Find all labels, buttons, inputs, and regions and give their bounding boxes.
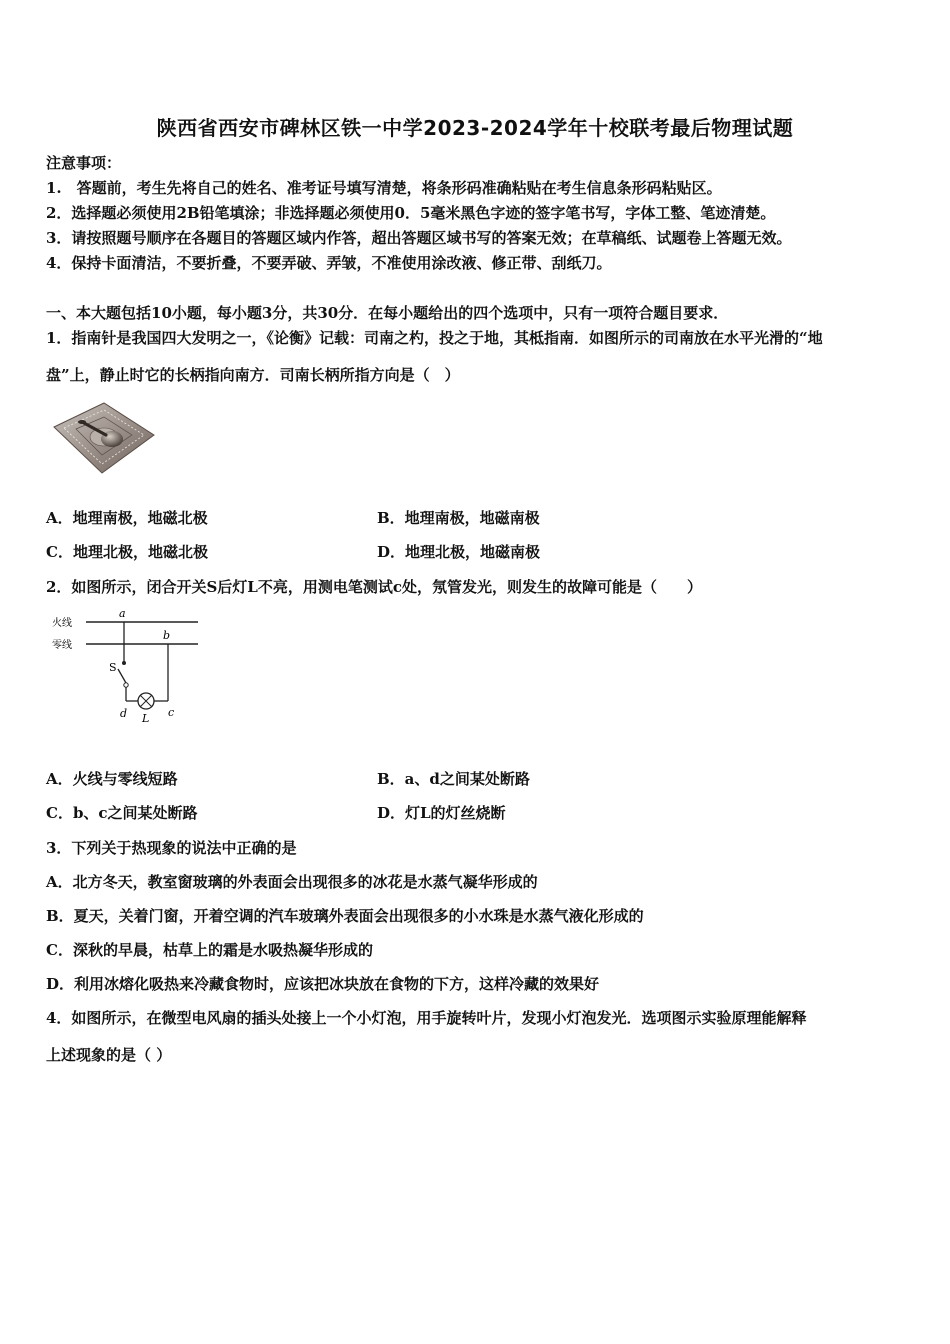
q2-stem: 2．如图所示，闭合开关S后灯L不亮，用测电笔测试c处，氖管发光，则发生的故障可能是（ ） — [46, 578, 702, 596]
lamp-l-label: L — [142, 712, 150, 725]
q1-option-b: B．地理南极，地磁南极 — [377, 509, 540, 527]
notice-item-2: 2．选择题必须使用2B铅笔填涂；非选择题必须使用0．5毫米黑色字迹的签字笔书写，字体工整、笔迹清楚。 — [46, 204, 776, 222]
q4-stem-line1: 4．如图所示，在微型电风扇的插头处接上一个小灯泡，用手旋转叶片，发现小灯泡发光．选项图示实验原理能解释 — [46, 1009, 807, 1027]
q1-stem-line1: 1．指南针是我国四大发明之一，《论衡》记载：司南之杓，投之于地，其柢指南．如图所示的司南放在水平光滑的“地 — [46, 329, 823, 347]
notice-item-4: 4．保持卡面清洁，不要折叠，不要弄破、弄皱，不准使用涂改液、修正带、刮纸刀。 — [46, 254, 612, 272]
q2-option-d: D．灯L的灯丝烧断 — [377, 804, 506, 822]
q1-stem-line2: 盘”上，静止时它的长柄指向南方．司南长柄所指方向是（ ） — [46, 366, 460, 384]
point-b-label: b — [163, 629, 171, 642]
sinan-compass-figure — [46, 397, 158, 477]
q2-option-a: A．火线与零线短路 — [46, 770, 178, 788]
q2-option-c: C．b、c之间某处断路 — [46, 804, 198, 822]
page-title: 陕西省西安市碑林区铁一中学2023-2024学年十校联考最后物理试题 — [156, 116, 794, 140]
q3-stem: 3．下列关于热现象的说法中正确的是 — [46, 839, 297, 857]
notice-item-3: 3．请按照题号顺序在各题目的答题区域内作答，超出答题区域书写的答案无效；在草稿纸、试题卷上答题无效。 — [46, 229, 792, 247]
circuit-diagram-figure — [46, 605, 201, 737]
q1-option-c: C．地理北极，地磁北极 — [46, 543, 208, 561]
zero-line-label: 零线 — [52, 640, 72, 651]
q1-option-a: A．地理南极，地磁北极 — [46, 509, 208, 527]
q3-option-c: C．深秋的早晨，枯草上的霜是水吸热凝华形成的 — [46, 941, 373, 959]
point-a-label: a — [119, 607, 126, 620]
fire-line-label: 火线 — [52, 618, 72, 629]
switch-s-label: S — [109, 661, 117, 674]
point-c-label: c — [168, 706, 175, 719]
q3-option-a: A．北方冬天，教室窗玻璃的外表面会出现很多的冰花是水蒸气凝华形成的 — [46, 873, 538, 891]
notice-item-1: 1. 答题前，考生先将自己的姓名、准考证号填写清楚，将条形码准确粘贴在考生信息条形码粘贴区。 — [46, 179, 722, 197]
q4-stem-line2: 上述现象的是（ ） — [46, 1046, 172, 1064]
q3-option-d: D．利用冰熔化吸热来冷藏食物时，应该把冰块放在食物的下方，这样冷藏的效果好 — [46, 975, 600, 993]
point-d-label: d — [120, 707, 128, 720]
section-heading: 一、本大题包括10小题，每小题3分，共30分．在每小题给出的四个选项中，只有一项符合题目要求． — [46, 304, 729, 322]
q2-option-b: B．a、d之间某处断路 — [377, 770, 530, 788]
notice-heading: 注意事项： — [46, 154, 122, 172]
q1-option-d: D．地理北极，地磁南极 — [377, 543, 541, 561]
q3-option-b: B．夏天，关着门窗，开着空调的汽车玻璃外表面会出现很多的小水珠是水蒸气液化形成的 — [46, 907, 644, 925]
